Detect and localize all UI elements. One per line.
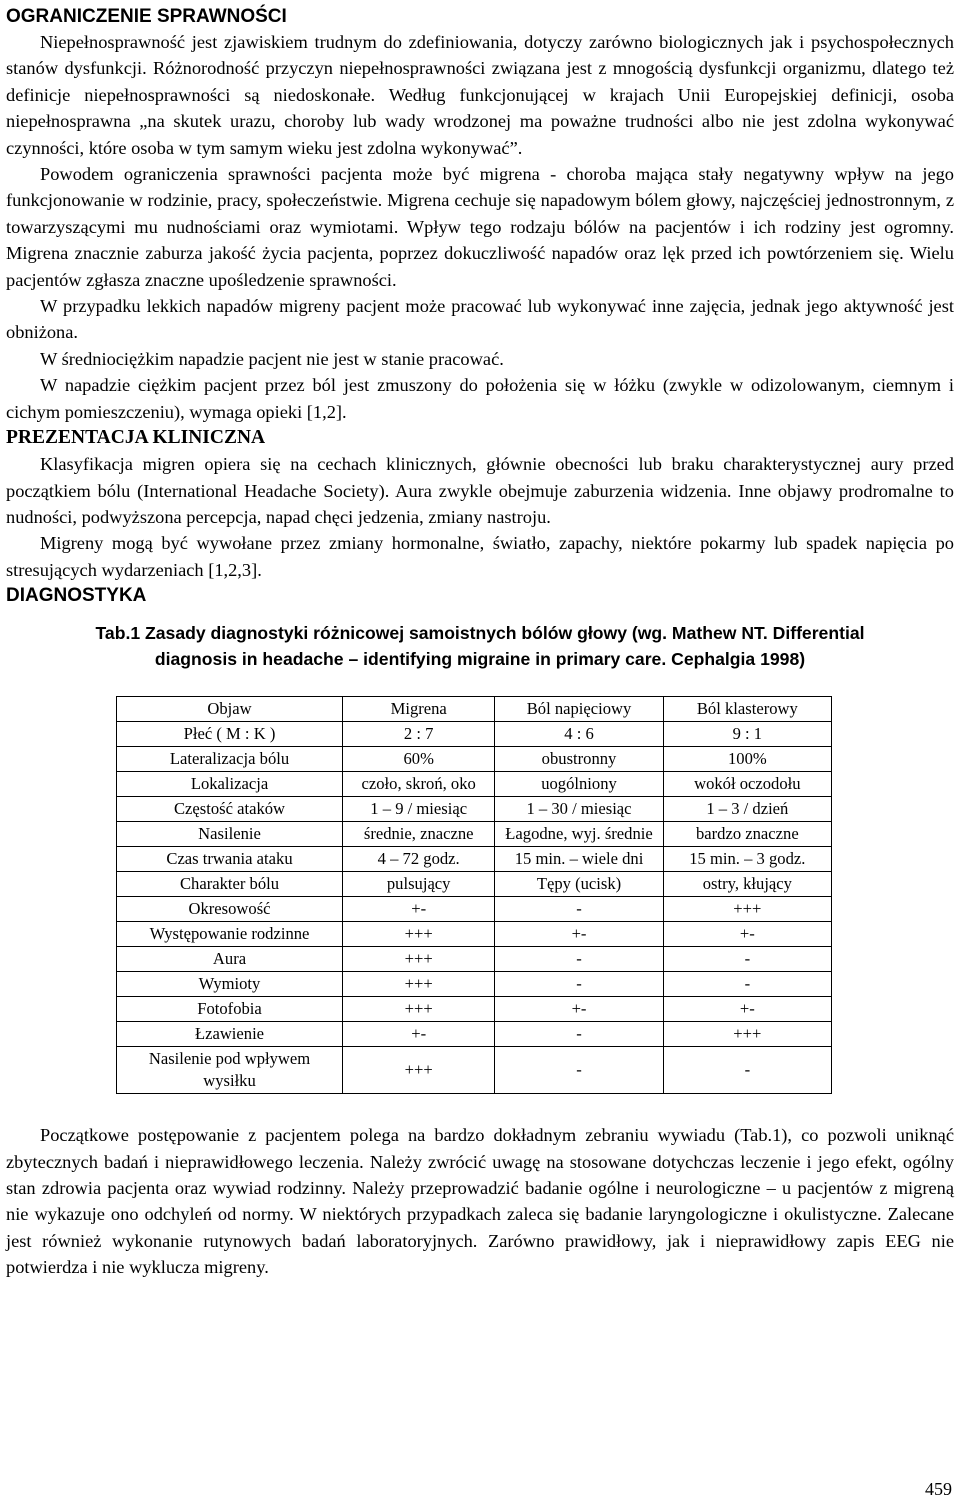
table-row	[117, 897, 832, 922]
table-row	[117, 772, 832, 797]
table-cell: Płeć ( M : K )	[117, 722, 343, 747]
table-cell: 60%	[343, 747, 495, 772]
table-cell: -	[495, 947, 663, 972]
paragraph: Powodem ograniczenia sprawności pacjenta może być migrena - choroba mająca stały negatywny wpływ na jego funkcjonowanie w rodzinie, pracy, społeczeństwie. Migrena cechuje się napadowym bólem głowy, najczęściej jednostronnym, z towarzyszącymi mu nudnościami oraz wymiotami. Wpływ tego rodzaju bólów na pacjentów i ich rodziny jest ogromny. Migrena znacznie zaburza jakość życia pacjenta, poprzez dokuczliwość napadów oraz lęk przed ich powtórzeniem się. Wielu pacjentów zgłasza znaczne upośledzenie sprawności.	[6, 164, 954, 290]
table-cell: +-	[495, 922, 663, 947]
table-cell: 15 min. – wiele dni	[495, 847, 663, 872]
table-cell: pulsujący	[343, 872, 495, 897]
table-header-cell: Migrena	[343, 697, 495, 722]
table-cell: +-	[495, 997, 663, 1022]
paragraph: W przypadku lekkich napadów migreny pacjent może pracować lub wykonywać inne zajęcia, jednak jego aktywność jest obniżona.	[6, 296, 954, 343]
table-header-row	[117, 697, 832, 722]
table-cell: -	[495, 897, 663, 922]
table-cell: +-	[663, 922, 831, 947]
table-caption-line: diagnosis in headache – identifying migraine in primary care. Cephalgia 1998)	[154, 649, 806, 670]
table-row	[117, 847, 832, 872]
table-cell: +++	[663, 897, 831, 922]
table-row	[117, 997, 832, 1022]
table-cell: Występowanie rodzinne	[117, 922, 343, 947]
table-cell: Fotofobia	[117, 997, 343, 1022]
paragraph: W napadzie ciężkim pacjent przez ból jest zmuszony do położenia się w łóżku (zwykle w odizolowanym, ciemnym i cichym pomieszczeniu), wymaga opieki [1,2].	[6, 375, 954, 422]
table-caption	[6, 620, 954, 672]
table-cell: 4 – 72 godz.	[343, 847, 495, 872]
table-cell: 1 – 30 / miesiąc	[495, 797, 663, 822]
table-cell: wokół oczodołu	[663, 772, 831, 797]
table-cell: 1 – 9 / miesiąc	[343, 797, 495, 822]
table-cell: Łzawienie	[117, 1022, 343, 1047]
table-cell: 15 min. – 3 godz.	[663, 847, 831, 872]
table-cell: Okresowość	[117, 897, 343, 922]
table-row	[117, 797, 832, 822]
table-cell: Łagodne, wyj. średnie	[495, 822, 663, 847]
table-cell: 4 : 6	[495, 722, 663, 747]
paragraph: Początkowe postępowanie z pacjentem polega na bardzo dokładnym zebraniu wywiadu (Tab.1), co pozwoli uniknąć zbytecznych badań i nieprawidłowego leczenia. Należy zwrócić uwagę na stosowane dotychczas leczenie i jego efekt, ogólny stan zdrowia pacjenta oraz wywiad rodzinny. Należy przeprowadzić badanie ogólne i neurologiczne – u pacjentów z migreną nie wykazuje ono odchyleń od normy. W niektórych przypadkach zaleca się badanie laryngologiczne i okulistyczne. Zalecane jest również wykonanie rutynowych badań laboratoryjnych. Zarówno prawidłowy, jak i nieprawidłowy zapis EEG nie potwierdza i nie wyklucza migreny.	[6, 1125, 954, 1278]
paragraph: W średniociężkim napadzie pacjent nie jest w stanie pracować.	[40, 348, 504, 369]
table-cell: -	[663, 1047, 831, 1094]
table-cell: ostry, kłujący	[663, 872, 831, 897]
table-cell: Charakter bólu	[117, 872, 343, 897]
table-cell: -	[663, 947, 831, 972]
table-header-cell: Ból klasterowy	[663, 697, 831, 722]
table-cell: -	[663, 972, 831, 997]
table-row	[117, 947, 832, 972]
table-cell: -	[495, 1022, 663, 1047]
table-cell: obustronny	[495, 747, 663, 772]
table-row	[117, 822, 832, 847]
table-cell: Aura	[117, 947, 343, 972]
table-cell: Nasilenie	[117, 822, 343, 847]
table-caption-line: Tab.1 Zasady diagnostyki różnicowej samoistnych bólów głowy (wg. Mathew NT. Differential	[95, 623, 865, 644]
table-row	[117, 1047, 832, 1094]
table-cell: +++	[343, 1047, 495, 1094]
table-row	[117, 1022, 832, 1047]
document-page	[6, 4, 954, 1281]
table-row	[117, 722, 832, 747]
table-cell: +++	[343, 947, 495, 972]
section-title-ograniczenie: OGRANICZENIE SPRAWNOŚCI	[6, 6, 287, 27]
table-cell: +++	[343, 972, 495, 997]
table-cell: +-	[663, 997, 831, 1022]
table-cell: Czas trwania ataku	[117, 847, 343, 872]
diagnosis-table	[116, 696, 832, 1094]
paragraph: Niepełnosprawność jest zjawiskiem trudnym do zdefiniowania, dotyczy zarówno biologicznych jak i psychospołecznych stanów dysfunkcji. Różnorodność przyczyn niepełnosprawności związana jest z mnogością dysfunkcji organizmu, dlatego też definicje niepełnosprawności są niedoskonałe. Według funkcjonującej w krajach Unii Europejskiej definicji, osoba niepełnosprawna „na skutek urazu, choroby lub wady wrodzonej ma poważne trudności albo nie jest zdolna wykonywać czynności, które osoba w tym samym wieku jest zdolna wykonywać”.	[6, 32, 954, 158]
table-cell: Wymioty	[117, 972, 343, 997]
table-cell: +++	[343, 922, 495, 947]
table-row	[117, 872, 832, 897]
page-number: 459	[925, 1479, 952, 1499]
table-cell: bardzo znaczne	[663, 822, 831, 847]
table-row	[117, 972, 832, 997]
table-cell: 2 : 7	[343, 722, 495, 747]
table-cell: Tępy (ucisk)	[495, 872, 663, 897]
table-cell: +-	[343, 1022, 495, 1047]
table-header-cell: Ból napięciowy	[495, 697, 663, 722]
table-cell: uogólniony	[495, 772, 663, 797]
section-title-prezentacja: PREZENTACJA KLINICZNA	[6, 427, 266, 449]
paragraph: Klasyfikacja migren opiera się na cechach klinicznych, głównie obecności lub braku charakterystycznej aury przed początkiem bólu (International Headache Society). Aura zwykle obejmuje zaburzenia widzenia. Inne objawy prodromalne to nudności, podwyższona percepcja, napad chęci jedzenia, zmiany nastroju.	[6, 454, 954, 527]
table-cell: Lokalizacja	[117, 772, 343, 797]
table-cell: Nasilenie pod wpływem wysiłku	[117, 1047, 343, 1094]
table-cell: +-	[343, 897, 495, 922]
table-cell: Częstość ataków	[117, 797, 343, 822]
table-cell: -	[495, 972, 663, 997]
table-cell: 9 : 1	[663, 722, 831, 747]
table-cell: średnie, znaczne	[343, 822, 495, 847]
table-cell: czoło, skroń, oko	[343, 772, 495, 797]
section-title-diagnostyka: DIAGNOSTYKA	[6, 585, 147, 607]
table-cell: +++	[663, 1022, 831, 1047]
table-row	[117, 747, 832, 772]
table-row	[117, 922, 832, 947]
table-cell: 1 – 3 / dzień	[663, 797, 831, 822]
table-cell: -	[495, 1047, 663, 1094]
table-cell: Lateralizacja bólu	[117, 747, 343, 772]
table-header-cell: Objaw	[117, 697, 343, 722]
table-cell: +++	[343, 997, 495, 1022]
table-cell: 100%	[663, 747, 831, 772]
paragraph: Migreny mogą być wywołane przez zmiany hormonalne, światło, zapachy, niektóre pokarmy lub spadek napięcia po stresujących wydarzeniach [1,2,3].	[6, 533, 954, 580]
